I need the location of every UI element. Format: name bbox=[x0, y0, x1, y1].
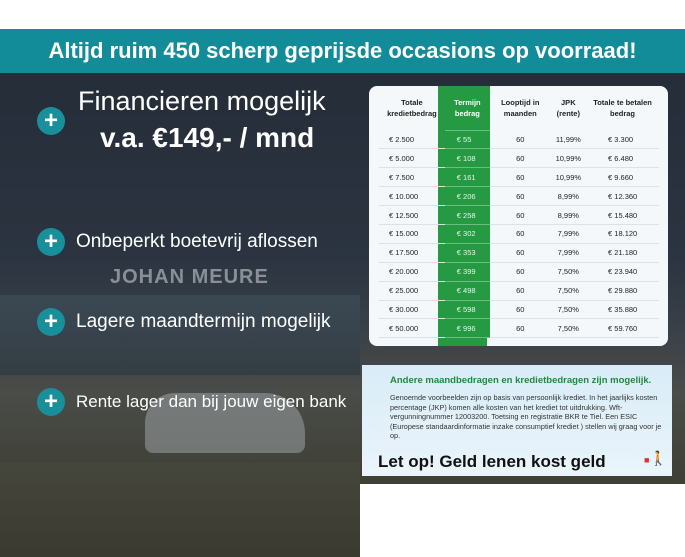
top-banner bbox=[0, 29, 685, 73]
feature-item: Rente lager dan bij jouw eigen bank bbox=[76, 392, 347, 411]
table-cell: € 21.180 bbox=[586, 243, 659, 262]
info-box bbox=[362, 365, 672, 476]
table-cell: € 9.660 bbox=[586, 168, 659, 187]
table-cell: 10,99% bbox=[551, 168, 586, 187]
table-cell: € 2.500 bbox=[379, 130, 445, 149]
table-cell: € 59.760 bbox=[586, 319, 659, 338]
dealership-sign: JOHAN MEURE bbox=[110, 266, 269, 288]
headline: Financieren mogelijk bbox=[78, 86, 326, 116]
table-cell: € 302 bbox=[445, 224, 490, 243]
table-cell: € 161 bbox=[445, 168, 490, 187]
table-row bbox=[379, 281, 659, 300]
info-heading: Andere maandbedragen en kredietbedragen zijn mogelijk. bbox=[390, 375, 652, 386]
table-cell: 60 bbox=[490, 262, 551, 281]
table-cell: 7,50% bbox=[551, 300, 586, 319]
table-cell: € 55 bbox=[445, 130, 490, 149]
table-cell: 60 bbox=[490, 224, 551, 243]
table-cell: € 29.880 bbox=[586, 281, 659, 300]
financing-table-card bbox=[369, 86, 668, 346]
table-cell: € 23.940 bbox=[586, 262, 659, 281]
table-cell: 60 bbox=[490, 281, 551, 300]
table-row bbox=[379, 206, 659, 225]
table-cell: 7,50% bbox=[551, 319, 586, 338]
table-cell: € 25.000 bbox=[379, 281, 445, 300]
table-cell: € 10.000 bbox=[379, 187, 445, 206]
warning-text: Let op! Geld lenen kost geld bbox=[378, 452, 606, 471]
table-cell: 60 bbox=[490, 300, 551, 319]
table-cell: 7,99% bbox=[551, 243, 586, 262]
table-cell: € 12.500 bbox=[379, 206, 445, 225]
table-row bbox=[379, 262, 659, 281]
table-row bbox=[379, 319, 659, 338]
table-row bbox=[379, 168, 659, 187]
table-row bbox=[379, 187, 659, 206]
table-cell: € 206 bbox=[445, 187, 490, 206]
table-cell: 60 bbox=[490, 187, 551, 206]
table-cell: 60 bbox=[490, 149, 551, 168]
table-cell: € 5.000 bbox=[379, 149, 445, 168]
table-cell: € 6.480 bbox=[586, 149, 659, 168]
column-header: JPK (rente) bbox=[556, 98, 580, 118]
table-cell: € 18.120 bbox=[586, 224, 659, 243]
table-cell: € 498 bbox=[445, 281, 490, 300]
table-cell: 60 bbox=[490, 319, 551, 338]
plus-icon: + bbox=[37, 388, 65, 416]
feature-item: Onbeperkt boetevrij aflossen bbox=[76, 231, 318, 252]
table-row bbox=[379, 224, 659, 243]
column-header: Totale kredietbedrag bbox=[387, 98, 437, 118]
table-row bbox=[379, 243, 659, 262]
ground bbox=[0, 463, 360, 557]
table-cell: 8,99% bbox=[551, 206, 586, 225]
table-cell: € 20.000 bbox=[379, 262, 445, 281]
table-cell: € 15.000 bbox=[379, 224, 445, 243]
table-cell: € 598 bbox=[445, 300, 490, 319]
table-cell: 10,99% bbox=[551, 149, 586, 168]
column-header: Looptijd in maanden bbox=[501, 98, 540, 118]
table-cell: € 15.480 bbox=[586, 206, 659, 225]
table-cell: 60 bbox=[490, 243, 551, 262]
plus-icon: + bbox=[37, 308, 65, 336]
table-cell: 7,50% bbox=[551, 262, 586, 281]
info-body: Genoemde voorbeelden zijn op basis van persoonlijk krediet. In het jaarlijks kosten percentage (JKP) komen alle kosten van het krediet tot uitdrukking. Wft-vergunningnummer 12003200. Toetsing en registratie BKR te Tiel. Een ESIC (Europese standaardinformatie inzake consumptief krediet ) stellen wij graag voor je op. bbox=[390, 393, 662, 440]
table-cell: € 30.000 bbox=[379, 300, 445, 319]
headline-price: v.a. €149,- / mnd bbox=[100, 122, 315, 153]
column-header: Totale te betalen bedrag bbox=[593, 98, 652, 118]
table-cell: € 50.000 bbox=[379, 319, 445, 338]
plus-icon: + bbox=[37, 228, 65, 256]
banner-title: Altijd ruim 450 scherp geprijsde occasions op voorraad! bbox=[48, 38, 637, 63]
table-cell: € 3.300 bbox=[586, 130, 659, 149]
table-cell: 60 bbox=[490, 168, 551, 187]
table-cell: € 108 bbox=[445, 149, 490, 168]
table-cell: € 399 bbox=[445, 262, 490, 281]
table-row bbox=[379, 130, 659, 149]
table-cell: 11,99% bbox=[551, 130, 586, 149]
table-cell: 60 bbox=[490, 206, 551, 225]
table-cell: 7,99% bbox=[551, 224, 586, 243]
table-cell: 7,50% bbox=[551, 281, 586, 300]
table-row bbox=[379, 149, 659, 168]
financing-table bbox=[379, 86, 659, 338]
table-cell: 8,99% bbox=[551, 187, 586, 206]
column-header: Termijn bedrag bbox=[445, 86, 490, 130]
table-cell: € 353 bbox=[445, 243, 490, 262]
table-cell: € 35.880 bbox=[586, 300, 659, 319]
table-cell: € 12.360 bbox=[586, 187, 659, 206]
table-cell: € 7.500 bbox=[379, 168, 445, 187]
table-cell: 60 bbox=[490, 130, 551, 149]
feature-item: Lagere maandtermijn mogelijk bbox=[76, 311, 331, 332]
table-cell: € 17.500 bbox=[379, 243, 445, 262]
table-row bbox=[379, 300, 659, 319]
table-cell: € 996 bbox=[445, 319, 490, 338]
table-cell: € 258 bbox=[445, 206, 490, 225]
walking-person-icon: ■🚶 bbox=[644, 450, 667, 466]
plus-icon: + bbox=[37, 107, 65, 135]
